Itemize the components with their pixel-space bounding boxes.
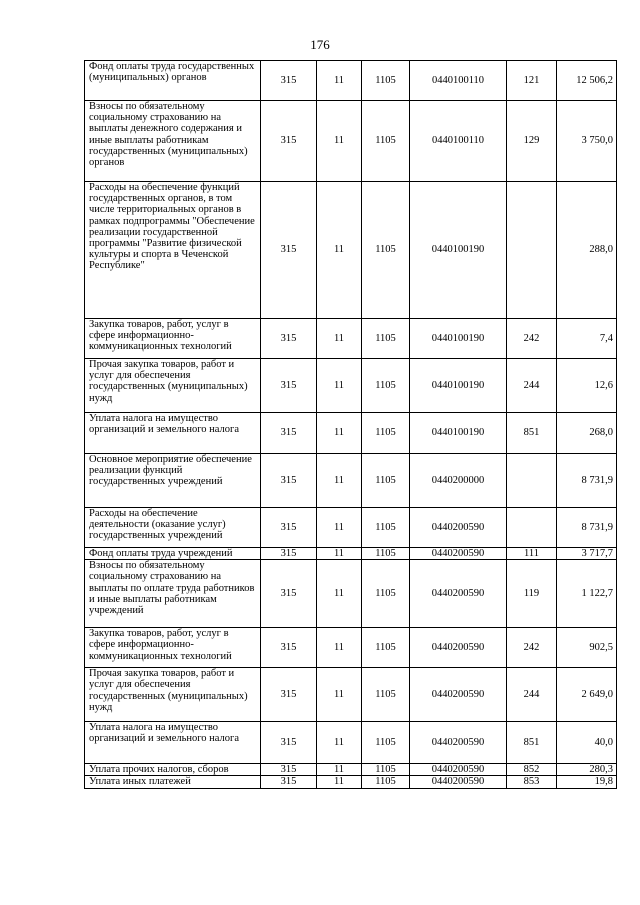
table-row [85, 628, 617, 668]
row-subsection-cell: 1105 [362, 508, 410, 548]
row-grbs-cell: 315 [261, 101, 317, 182]
row-expense-type-cell: 853 [507, 776, 557, 788]
row-expense-type-cell: 111 [507, 548, 557, 560]
row-section-cell: 11 [317, 722, 362, 764]
table-row [85, 668, 617, 722]
row-amount-cell: 12,6 [557, 359, 617, 413]
row-name-cell: Прочая закупка товаров, работ и услуг для обеспечения государственных (муниципальных) нужд [85, 668, 261, 722]
row-section-cell: 11 [317, 61, 362, 101]
row-amount-cell: 288,0 [557, 182, 617, 319]
row-expense-type-cell: 121 [507, 61, 557, 101]
row-grbs-cell: 315 [261, 668, 317, 722]
row-amount-cell: 8 731,9 [557, 454, 617, 508]
row-name-cell: Прочая закупка товаров, работ и услуг для обеспечения государственных (муниципальных) нужд [85, 359, 261, 413]
row-expense-type-cell: 851 [507, 413, 557, 454]
row-subsection-cell: 1105 [362, 776, 410, 788]
row-subsection-cell: 1105 [362, 413, 410, 454]
row-name-cell: Расходы на обеспечение деятельности (оказание услуг) государственных учреждений [85, 508, 261, 548]
row-amount-cell: 2 649,0 [557, 668, 617, 722]
row-subsection-cell: 1105 [362, 61, 410, 101]
row-name-cell: Уплата налога на имущество организаций и земельного налога [85, 722, 261, 764]
row-amount-cell: 268,0 [557, 413, 617, 454]
row-target-article-cell: 0440100190 [410, 319, 507, 359]
row-section-cell: 11 [317, 628, 362, 668]
row-grbs-cell: 315 [261, 722, 317, 764]
table-row [85, 454, 617, 508]
row-name-cell: Взносы по обязательному социальному страхованию на выплаты денежного содержания и иные выплаты работникам государственных (муниципальных) органов [85, 101, 261, 182]
row-grbs-cell: 315 [261, 319, 317, 359]
row-expense-type-cell: 852 [507, 764, 557, 776]
row-target-article-cell: 0440200590 [410, 668, 507, 722]
row-grbs-cell: 315 [261, 61, 317, 101]
row-section-cell: 11 [317, 548, 362, 560]
table-row [85, 413, 617, 454]
row-subsection-cell: 1105 [362, 560, 410, 628]
row-subsection-cell: 1105 [362, 319, 410, 359]
row-section-cell: 11 [317, 413, 362, 454]
row-amount-cell: 8 731,9 [557, 508, 617, 548]
table-row [85, 776, 617, 788]
row-section-cell: 11 [317, 454, 362, 508]
table-row [85, 101, 617, 182]
row-target-article-cell: 0440100190 [410, 182, 507, 319]
row-target-article-cell: 0440200000 [410, 454, 507, 508]
row-name-cell: Фонд оплаты труда учреждений [85, 548, 261, 560]
row-section-cell: 11 [317, 359, 362, 413]
row-section-cell: 11 [317, 668, 362, 722]
row-grbs-cell: 315 [261, 413, 317, 454]
row-subsection-cell: 1105 [362, 668, 410, 722]
row-section-cell: 11 [317, 776, 362, 788]
row-expense-type-cell: 244 [507, 359, 557, 413]
row-subsection-cell: 1105 [362, 764, 410, 776]
table-row [85, 61, 617, 101]
row-expense-type-cell [507, 454, 557, 508]
row-amount-cell: 7,4 [557, 319, 617, 359]
row-subsection-cell: 1105 [362, 454, 410, 508]
row-name-cell: Уплата прочих налогов, сборов [85, 764, 261, 776]
row-target-article-cell: 0440200590 [410, 722, 507, 764]
row-target-article-cell: 0440100190 [410, 359, 507, 413]
row-grbs-cell: 315 [261, 548, 317, 560]
row-amount-cell: 12 506,2 [557, 61, 617, 101]
table-row [85, 508, 617, 548]
row-target-article-cell: 0440100110 [410, 61, 507, 101]
budget-table-body [85, 61, 617, 789]
row-subsection-cell: 1105 [362, 628, 410, 668]
row-subsection-cell: 1105 [362, 722, 410, 764]
row-expense-type-cell: 242 [507, 319, 557, 359]
row-expense-type-cell: 851 [507, 722, 557, 764]
table-row [85, 764, 617, 776]
row-target-article-cell: 0440200590 [410, 776, 507, 788]
row-subsection-cell: 1105 [362, 359, 410, 413]
row-expense-type-cell: 242 [507, 628, 557, 668]
table-row [85, 548, 617, 560]
table-row [85, 319, 617, 359]
row-amount-cell: 902,5 [557, 628, 617, 668]
row-section-cell: 11 [317, 560, 362, 628]
row-amount-cell: 280,3 [557, 764, 617, 776]
table-row [85, 182, 617, 319]
row-subsection-cell: 1105 [362, 101, 410, 182]
row-grbs-cell: 315 [261, 776, 317, 788]
row-target-article-cell: 0440200590 [410, 560, 507, 628]
row-target-article-cell: 0440200590 [410, 764, 507, 776]
row-grbs-cell: 315 [261, 182, 317, 319]
row-name-cell: Уплата налога на имущество организаций и земельного налога [85, 413, 261, 454]
row-grbs-cell: 315 [261, 359, 317, 413]
row-grbs-cell: 315 [261, 764, 317, 776]
row-grbs-cell: 315 [261, 508, 317, 548]
row-section-cell: 11 [317, 508, 362, 548]
row-section-cell: 11 [317, 319, 362, 359]
row-name-cell: Закупка товаров, работ, услуг в сфере информационно-коммуникационных технологий [85, 319, 261, 359]
row-amount-cell: 3 750,0 [557, 101, 617, 182]
row-section-cell: 11 [317, 101, 362, 182]
row-name-cell: Закупка товаров, работ, услуг в сфере информационно-коммуникационных технологий [85, 628, 261, 668]
row-target-article-cell: 0440100190 [410, 413, 507, 454]
row-section-cell: 11 [317, 182, 362, 319]
row-subsection-cell: 1105 [362, 182, 410, 319]
row-expense-type-cell: 119 [507, 560, 557, 628]
budget-table [84, 60, 617, 789]
row-subsection-cell: 1105 [362, 548, 410, 560]
row-target-article-cell: 0440100110 [410, 101, 507, 182]
table-row [85, 560, 617, 628]
table-row [85, 359, 617, 413]
row-name-cell: Основное мероприятие обеспечение реализации функций государственных учреждений [85, 454, 261, 508]
row-target-article-cell: 0440200590 [410, 508, 507, 548]
table-row [85, 722, 617, 764]
row-expense-type-cell [507, 508, 557, 548]
row-amount-cell: 40,0 [557, 722, 617, 764]
row-name-cell: Фонд оплаты труда государственных (муниципальных) органов [85, 61, 261, 101]
row-grbs-cell: 315 [261, 454, 317, 508]
page-number: 176 [310, 37, 330, 52]
row-grbs-cell: 315 [261, 628, 317, 668]
row-grbs-cell: 315 [261, 560, 317, 628]
row-target-article-cell: 0440200590 [410, 548, 507, 560]
row-expense-type-cell: 129 [507, 101, 557, 182]
row-amount-cell: 1 122,7 [557, 560, 617, 628]
row-target-article-cell: 0440200590 [410, 628, 507, 668]
row-name-cell: Расходы на обеспечение функций государственных органов, в том числе территориальных органов в рамках подпрограммы "Обеспечение реализации государственной программы "Развитие физической культуры и спорта в Чеченской Республике" [85, 182, 261, 319]
row-name-cell: Взносы по обязательному социальному страхованию на выплаты по оплате труда работников и иные выплаты работникам учреждений [85, 560, 261, 628]
row-name-cell: Уплата иных платежей [85, 776, 261, 788]
row-amount-cell: 3 717,7 [557, 548, 617, 560]
row-amount-cell: 19,8 [557, 776, 617, 788]
row-expense-type-cell: 244 [507, 668, 557, 722]
row-expense-type-cell [507, 182, 557, 319]
row-section-cell: 11 [317, 764, 362, 776]
